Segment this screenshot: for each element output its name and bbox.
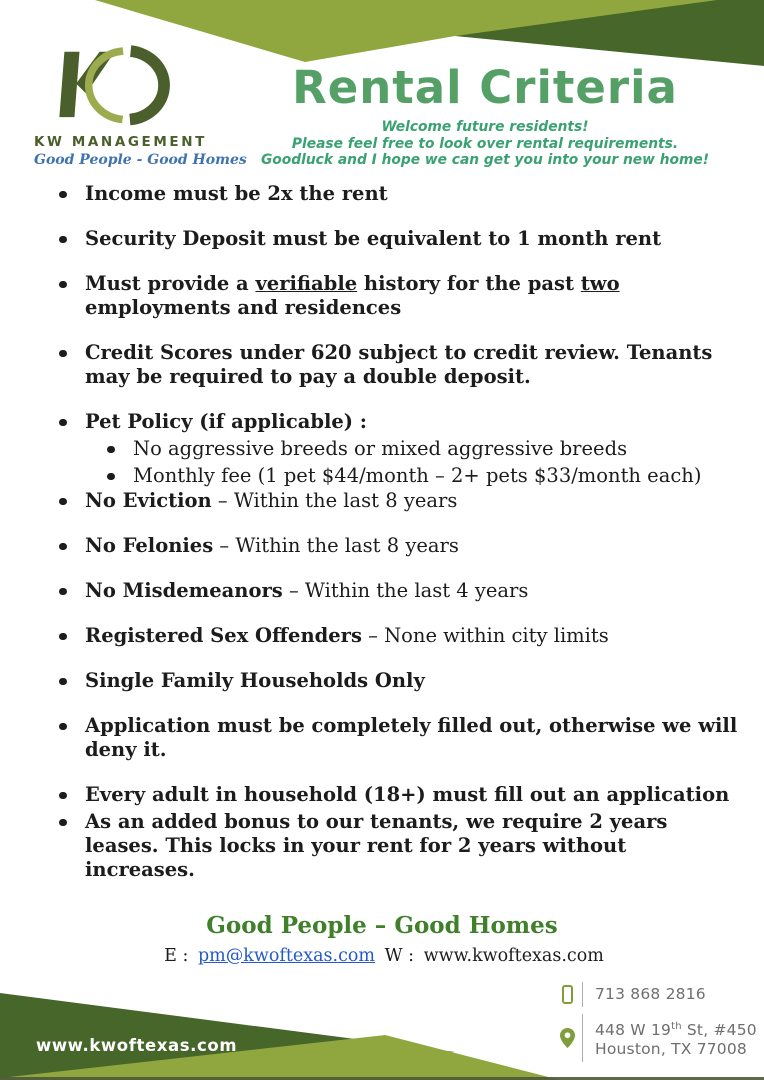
welcome-line-2: Please feel free to look over rental requirements. bbox=[291, 135, 679, 152]
address-row bbox=[552, 1014, 757, 1062]
banner-website-text: www.kwoftexas.com bbox=[36, 1036, 238, 1055]
location-pin-icon bbox=[552, 1014, 582, 1062]
contact-block bbox=[552, 982, 757, 1069]
logo-tagline: Good People - Good Homes bbox=[34, 152, 247, 168]
criteria-subitem: Monthly fee (1 pet $44/month – 2+ pets $33/month each) bbox=[133, 464, 733, 488]
criteria-item: Single Family Households Only bbox=[85, 669, 740, 693]
email-web-line bbox=[0, 946, 764, 966]
address-line-1: 448 W 19th St, #450 bbox=[595, 1021, 757, 1040]
criteria-item: Must provide a verifiable history for the past two employments and residences bbox=[85, 272, 740, 320]
criteria-item: Income must be 2x the rent bbox=[85, 182, 740, 206]
phone-icon bbox=[552, 982, 582, 1007]
criteria-item: No Eviction – Within the last 8 years bbox=[85, 489, 740, 513]
criteria-list bbox=[0, 182, 740, 903]
criteria-item: As an added bonus to our tenants, we require 2 years leases. This locks in your rent for 2 years without increases. bbox=[85, 810, 740, 882]
criteria-item: Credit Scores under 620 subject to credit review. Tenants may be required to pay a double deposit. bbox=[85, 341, 740, 389]
criteria-item: No Misdemeanors – Within the last 4 years bbox=[85, 579, 740, 603]
web-label: W : bbox=[384, 946, 415, 966]
criteria-item: No Felonies – Within the last 8 years bbox=[85, 534, 740, 558]
phone-number: 713 868 2816 bbox=[582, 982, 706, 1007]
criteria-subitem: No aggressive breeds or mixed aggressive breeds bbox=[133, 437, 733, 461]
email-link[interactable]: pm@kwoftexas.com bbox=[197, 946, 376, 966]
kw-logo-icon bbox=[51, 40, 185, 128]
company-logo bbox=[34, 40, 247, 168]
phone-row bbox=[552, 982, 757, 1007]
header bbox=[240, 61, 730, 169]
email-label: E : bbox=[164, 946, 189, 966]
criteria-item: Application must be completely filled out, otherwise we will deny it. bbox=[85, 714, 740, 762]
website-text: www.kwoftexas.com bbox=[423, 946, 604, 966]
page-title: Rental Criteria bbox=[292, 61, 678, 114]
logo-company-name: KW MANAGEMENT bbox=[34, 134, 207, 150]
criteria-item: Security Deposit must be equivalent to 1 month rent bbox=[85, 227, 740, 251]
address-text bbox=[582, 1014, 757, 1062]
welcome-message bbox=[240, 119, 730, 169]
welcome-line-1: Welcome future residents! bbox=[381, 119, 589, 136]
welcome-line-3: Goodluck and I hope we can get you into your new home! bbox=[260, 152, 710, 169]
address-line-2: Houston, TX 77008 bbox=[595, 1040, 747, 1059]
criteria-item: Registered Sex Offenders – None within city limits bbox=[85, 624, 740, 648]
footer-slogan: Good People – Good Homes bbox=[206, 912, 558, 939]
criteria-item: Every adult in household (18+) must fill out an application bbox=[85, 783, 740, 807]
criteria-item: Pet Policy (if applicable) : bbox=[85, 410, 740, 434]
